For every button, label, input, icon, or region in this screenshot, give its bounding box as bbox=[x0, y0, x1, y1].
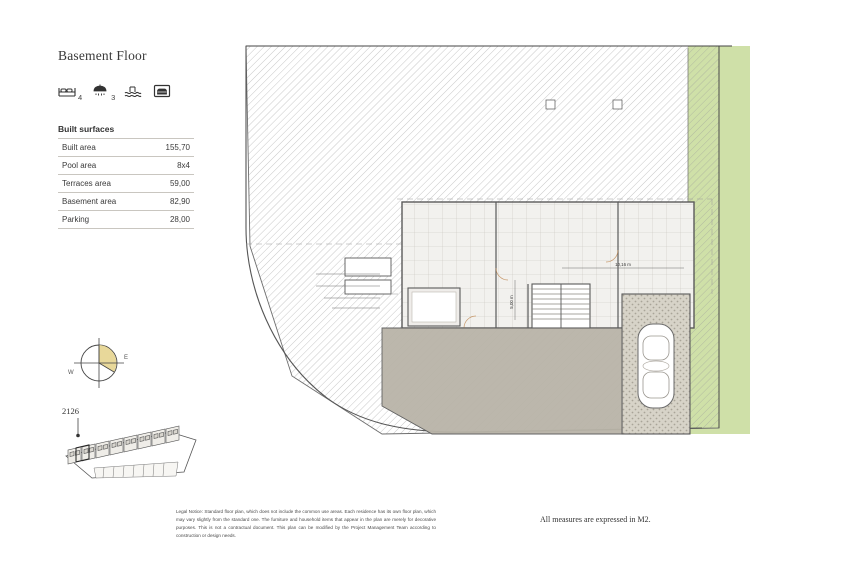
table-row bbox=[58, 157, 194, 175]
surface-label: Pool area bbox=[58, 157, 146, 175]
site-key-plan bbox=[58, 406, 208, 486]
bed-feature bbox=[58, 84, 82, 103]
surface-label: Basement area bbox=[58, 193, 146, 211]
feature-icons bbox=[58, 82, 218, 104]
pool-feature bbox=[124, 84, 144, 103]
surface-label: Parking bbox=[58, 211, 146, 229]
compass-label-west: W bbox=[68, 370, 74, 376]
staircase bbox=[532, 284, 590, 328]
parking-area bbox=[622, 294, 690, 434]
surface-value: 82,90 bbox=[146, 193, 194, 211]
measures-note: All measures are expressed in M2. bbox=[540, 515, 651, 524]
dimension-horizontal-label: 10,16 m bbox=[615, 262, 631, 267]
compass-label-east: E bbox=[124, 355, 129, 361]
surfaces-table bbox=[58, 138, 194, 229]
bed-icon bbox=[58, 84, 76, 103]
annex-blocks bbox=[345, 258, 391, 294]
compass-rose bbox=[66, 330, 132, 396]
table-row bbox=[58, 175, 194, 193]
pool-icon bbox=[124, 84, 142, 103]
shower-count: 3 bbox=[111, 93, 116, 102]
plot-number: 2126 bbox=[62, 406, 79, 416]
basement-floor-plan bbox=[232, 36, 797, 451]
dimension-vertical-label: 5,00 m bbox=[509, 295, 514, 309]
parked-car bbox=[638, 324, 674, 408]
terrace-paving bbox=[382, 328, 622, 434]
built-surfaces-heading: Built surfaces bbox=[58, 124, 115, 134]
garage-feature bbox=[153, 84, 173, 103]
table-row bbox=[58, 139, 194, 157]
surface-value: 8x4 bbox=[146, 157, 194, 175]
surface-value: 155,70 bbox=[146, 139, 194, 157]
garage-icon bbox=[153, 84, 171, 103]
surface-label: Built area bbox=[58, 139, 146, 157]
info-panel bbox=[58, 48, 218, 229]
surface-label: Terraces area bbox=[58, 175, 146, 193]
legal-notice: Legal Notice: Standard floor plan, which does not include the common use areas. Each residence has its own floor plan, which may vary slightly from the standard one. The furniture and household items that appear in the plan are merely for decorative purposes. This is not a contractual document. This plan can be modified by the Project Management Team according to construction or design needs. bbox=[176, 509, 436, 539]
bed-count: 4 bbox=[78, 93, 83, 102]
table-row bbox=[58, 211, 194, 229]
shower-feature bbox=[91, 84, 115, 103]
surface-value: 28,00 bbox=[146, 211, 194, 229]
surface-value: 59,00 bbox=[146, 175, 194, 193]
table-row bbox=[58, 193, 194, 211]
page-title: Basement Floor bbox=[58, 48, 147, 63]
shower-icon bbox=[91, 84, 109, 103]
